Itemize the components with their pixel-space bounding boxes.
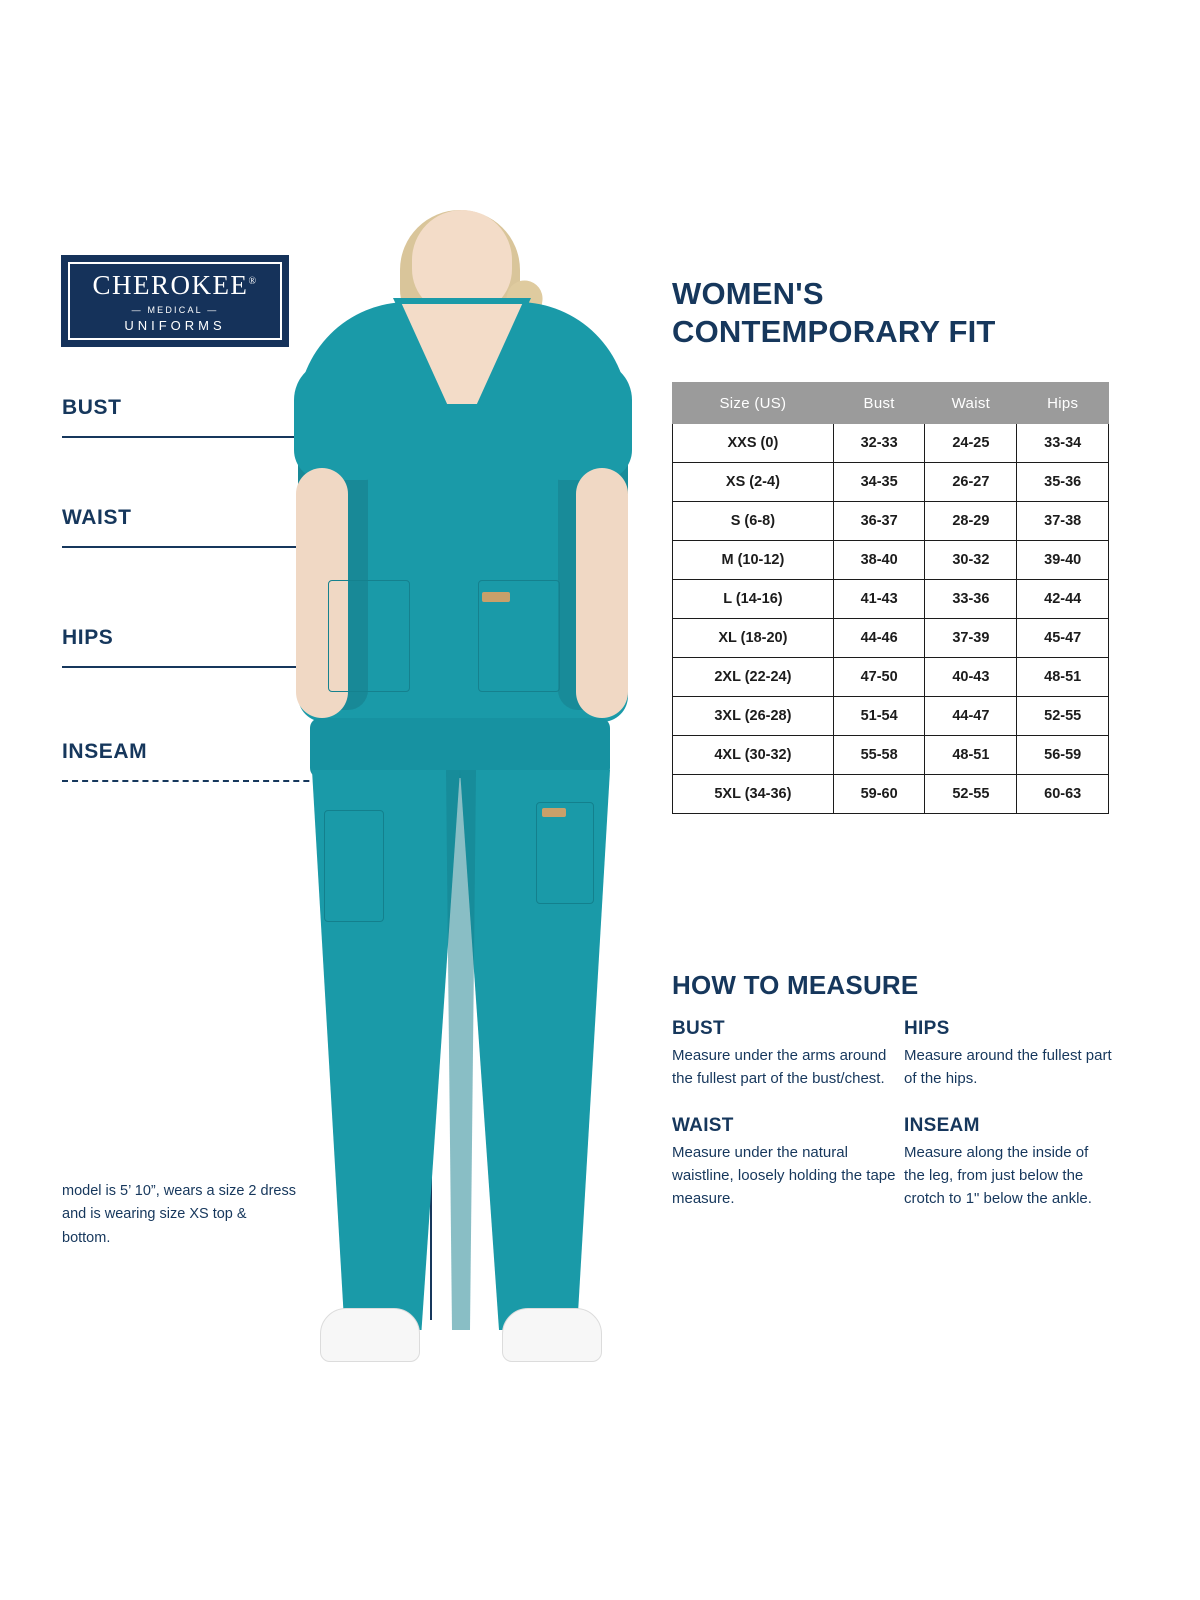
cell-hips: 45-47 [1017, 619, 1109, 658]
cell-size: L (14-16) [673, 580, 834, 619]
cell-size: XXS (0) [673, 424, 834, 463]
pants-brand-tag [542, 808, 566, 817]
brand-registered-mark: ® [248, 275, 258, 287]
cell-bust: 47-50 [833, 658, 925, 697]
shoe-left [320, 1308, 420, 1362]
cell-bust: 38-40 [833, 541, 925, 580]
how-to-measure-bust-title: BUST [672, 1018, 725, 1039]
scrub-pants-cargo-pocket [324, 810, 384, 922]
table-row [673, 736, 1109, 775]
table-row [673, 580, 1109, 619]
how-to-measure-inseam [904, 1115, 1112, 1211]
cell-waist: 26-27 [925, 463, 1017, 502]
how-to-measure-heading: HOW TO MEASURE [672, 970, 919, 1000]
brand-tag [482, 592, 510, 602]
cell-hips: 56-59 [1017, 736, 1109, 775]
how-to-measure-inseam-text: Measure along the inside of the leg, from just below the crotch to 1" below the ankle. [904, 1143, 1092, 1207]
label-inseam: INSEAM [62, 740, 148, 763]
scrub-top-sleeve-left [294, 360, 380, 480]
cell-hips: 52-55 [1017, 697, 1109, 736]
cell-waist: 37-39 [925, 619, 1017, 658]
cell-size: 4XL (30-32) [673, 736, 834, 775]
cell-bust: 41-43 [833, 580, 925, 619]
column-header-hips: Hips [1017, 383, 1109, 424]
cell-hips: 37-38 [1017, 502, 1109, 541]
cell-hips: 42-44 [1017, 580, 1109, 619]
how-to-measure-grid [672, 1018, 1112, 1210]
cell-hips: 39-40 [1017, 541, 1109, 580]
page-title-line1: WOMEN'S [672, 276, 824, 311]
cell-waist: 40-43 [925, 658, 1017, 697]
model-photo [250, 210, 670, 1380]
how-to-measure-hips-title: HIPS [904, 1018, 950, 1039]
page-title [672, 275, 1152, 351]
cell-waist: 52-55 [925, 775, 1017, 814]
how-to-measure-inseam-title: INSEAM [904, 1114, 980, 1136]
table-row [673, 697, 1109, 736]
cell-waist: 33-36 [925, 580, 1017, 619]
brand-name-text: CHEROKEE [92, 269, 249, 300]
scrub-pants-side-pocket [536, 802, 594, 904]
brand-name [92, 270, 257, 301]
label-waist: WAIST [62, 506, 132, 529]
column-header-size: Size (US) [673, 383, 834, 424]
cell-bust: 32-33 [833, 424, 925, 463]
cell-bust: 51-54 [833, 697, 925, 736]
how-to-measure-hips-text: Measure around the fullest part of the hips. [904, 1047, 1112, 1088]
shoe-right [502, 1308, 602, 1362]
scrub-top-pocket-left [328, 580, 410, 692]
cell-bust: 44-46 [833, 619, 925, 658]
table-row [673, 619, 1109, 658]
cell-bust: 55-58 [833, 736, 925, 775]
model-note: model is 5’ 10”, wears a size 2 dress and is wearing size XS top & bottom. [62, 1183, 296, 1246]
table-row [673, 658, 1109, 697]
cell-waist: 28-29 [925, 502, 1017, 541]
table-row [673, 424, 1109, 463]
label-hips: HIPS [62, 626, 114, 649]
size-chart-table [672, 382, 1109, 814]
model-arm-right [576, 468, 628, 718]
scrub-top-sleeve-right [546, 360, 632, 480]
how-to-measure-waist-text: Measure under the natural waistline, loosely holding the tape measure. [672, 1143, 896, 1207]
column-header-bust: Bust [833, 383, 925, 424]
table-row [673, 502, 1109, 541]
how-to-measure-waist [672, 1115, 904, 1211]
how-to-measure-bust-text: Measure under the arms around the fullest part of the bust/chest. [672, 1047, 887, 1088]
cell-waist: 30-32 [925, 541, 1017, 580]
table-row [673, 463, 1109, 502]
cell-size: S (6-8) [673, 502, 834, 541]
cell-hips: 33-34 [1017, 424, 1109, 463]
cell-size: M (10-12) [673, 541, 834, 580]
cell-waist: 48-51 [925, 736, 1017, 775]
table-row [673, 775, 1109, 814]
cell-hips: 35-36 [1017, 463, 1109, 502]
cell-bust: 59-60 [833, 775, 925, 814]
brand-tagline-uniforms: UNIFORMS [124, 317, 226, 333]
label-bust: BUST [62, 396, 122, 419]
table-header-row [673, 383, 1109, 424]
cell-bust: 36-37 [833, 502, 925, 541]
cell-waist: 24-25 [925, 424, 1017, 463]
cell-size: 5XL (34-36) [673, 775, 834, 814]
how-to-measure-waist-title: WAIST [672, 1114, 734, 1136]
how-to-measure-hips [904, 1018, 1112, 1091]
table-row [673, 541, 1109, 580]
page-title-line2: CONTEMPORARY FIT [672, 314, 996, 350]
cell-size: XS (2-4) [673, 463, 834, 502]
cell-size: 3XL (26-28) [673, 697, 834, 736]
cell-waist: 44-47 [925, 697, 1017, 736]
cell-hips: 60-63 [1017, 775, 1109, 814]
column-header-waist: Waist [925, 383, 1017, 424]
cell-size: XL (18-20) [673, 619, 834, 658]
cell-size: 2XL (22-24) [673, 658, 834, 697]
brand-tagline-medical: — MEDICAL — [131, 304, 219, 315]
cell-bust: 34-35 [833, 463, 925, 502]
cell-hips: 48-51 [1017, 658, 1109, 697]
scrub-pants-shading [446, 770, 476, 1330]
scrub-pants-waistband [310, 718, 610, 778]
how-to-measure-bust [672, 1018, 904, 1091]
